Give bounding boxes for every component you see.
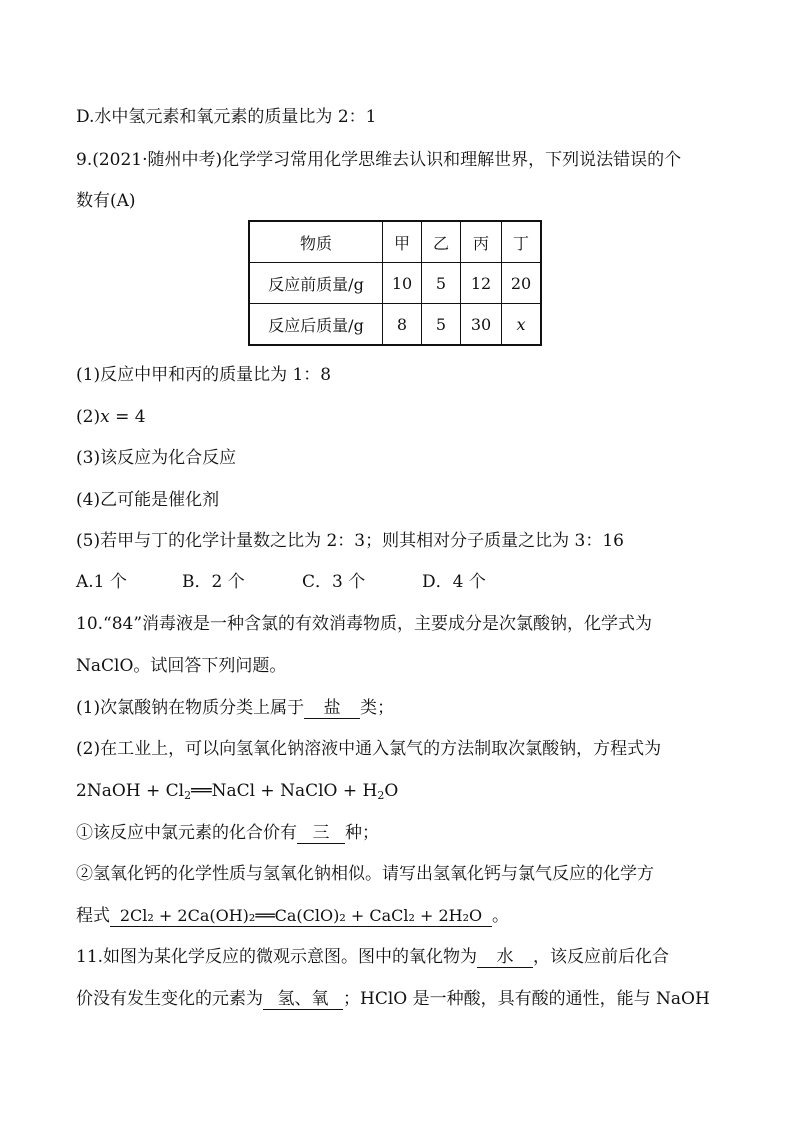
q9-statement-1: (1)反应中甲和丙的质量比为 1：8 [76, 365, 332, 385]
q10-sub-question-2-line-2 [76, 905, 509, 927]
table-cell: 30 [461, 304, 502, 346]
table-cell: 反应后质量/g [249, 304, 383, 346]
q9-mass-table [248, 220, 542, 346]
table-row [249, 263, 541, 304]
table-cell: 12 [461, 263, 502, 304]
q9-statement-3: (3)该反应为化合反应 [76, 448, 237, 468]
q10-intro: 10.“84”消毒液是一种含氯的有效消毒物质，主要成分是次氯酸钠，化学式为 [76, 614, 653, 634]
equation-part: O [384, 781, 399, 801]
question-text: 价没有发生变化的元素为 [76, 989, 263, 1009]
table-header-cell: 丁 [502, 221, 542, 263]
q10-part-2: (2)在工业上，可以向氢氧化钠溶液中通入氯气的方法制取次氯酸钠，方程式为 [76, 739, 662, 759]
q9-statement-5: (5)若甲与丁的化学计量数之比为 2：3；则其相对分子质量之比为 3：16 [76, 531, 624, 551]
variable-x: x [100, 407, 110, 427]
table-header-cell: 甲 [383, 221, 422, 263]
answer-blank: 盐 [304, 698, 360, 719]
table-cell: 5 [422, 263, 461, 304]
table-row [249, 304, 541, 346]
q10-sub-question-2: ②氢氧化钙的化学性质与氢氧化钠相似。请写出氢氧化钙与氯气反应的化学方 [76, 864, 654, 884]
option-d: D.水中氢元素和氧元素的质量比为 2：1 [76, 107, 377, 127]
q10-part-1 [76, 697, 394, 719]
question-text: (1)次氯酸钠在物质分类上属于 [76, 698, 305, 718]
option-a: A.1 个 [76, 572, 127, 592]
table-cell: x [502, 304, 542, 346]
question-text: ①该反应中氯元素的化合价有 [76, 823, 297, 843]
equation-part: ══NaCl + NaClO + H [191, 781, 378, 801]
question-text: 11.如图为某化学反应的微观示意图。图中的氧化物为 [76, 947, 478, 967]
q10-sub-question-1 [76, 822, 379, 844]
q9-options [76, 571, 486, 593]
question-text: 种； [345, 823, 379, 843]
option-d-count: D．4 个 [422, 572, 486, 592]
q9-statement-2 [76, 406, 146, 428]
subscript: 2 [377, 789, 385, 802]
table-cell: 反应前质量/g [249, 263, 383, 304]
table-cell: 8 [383, 304, 422, 346]
question-text: ，该反应前后化合 [533, 947, 670, 967]
table-header-cell: 乙 [422, 221, 461, 263]
answer-blank: 三 [297, 823, 345, 844]
q11-line-2 [76, 988, 710, 1010]
question-text: 类； [360, 698, 395, 718]
q9-intro: 9.(2021·随州中考)化学学习常用化学思维去认识和理解世界，下列说法错误的个 [76, 150, 682, 170]
q9-intro-2: 数有(A) [76, 191, 136, 211]
statement-number: (2) [76, 407, 101, 427]
option-c: C．3 个 [302, 572, 366, 592]
table-cell: 5 [422, 304, 461, 346]
table-header-cell: 物质 [249, 221, 383, 263]
question-text: ；HClO 是一种酸，具有酸的通性，能与 NaOH [343, 989, 710, 1009]
question-text: 。 [492, 906, 509, 926]
table-cell: 10 [383, 263, 422, 304]
table-header-cell: 丙 [461, 221, 502, 263]
answer-blank: 2Cl₂ + 2Ca(OH)₂══Ca(ClO)₂ + CaCl₂ + 2H₂O [110, 906, 492, 927]
equation-part: 2NaOH + Cl [76, 781, 185, 801]
question-text: 程式 [76, 906, 110, 926]
subscript: 2 [184, 789, 192, 802]
table-header-row [249, 221, 541, 263]
answer-blank: 水 [477, 947, 533, 968]
option-b: B．2 个 [182, 572, 245, 592]
q11-line-1 [76, 946, 669, 968]
table-cell: 20 [502, 263, 542, 304]
answer-blank: 氢、氧 [263, 989, 343, 1010]
q10-equation [76, 780, 398, 802]
statement-text: = 4 [109, 407, 146, 427]
q10-intro-2: NaClO。试回答下列问题。 [76, 656, 287, 676]
q9-statement-4: (4)乙可能是催化剂 [76, 490, 220, 510]
